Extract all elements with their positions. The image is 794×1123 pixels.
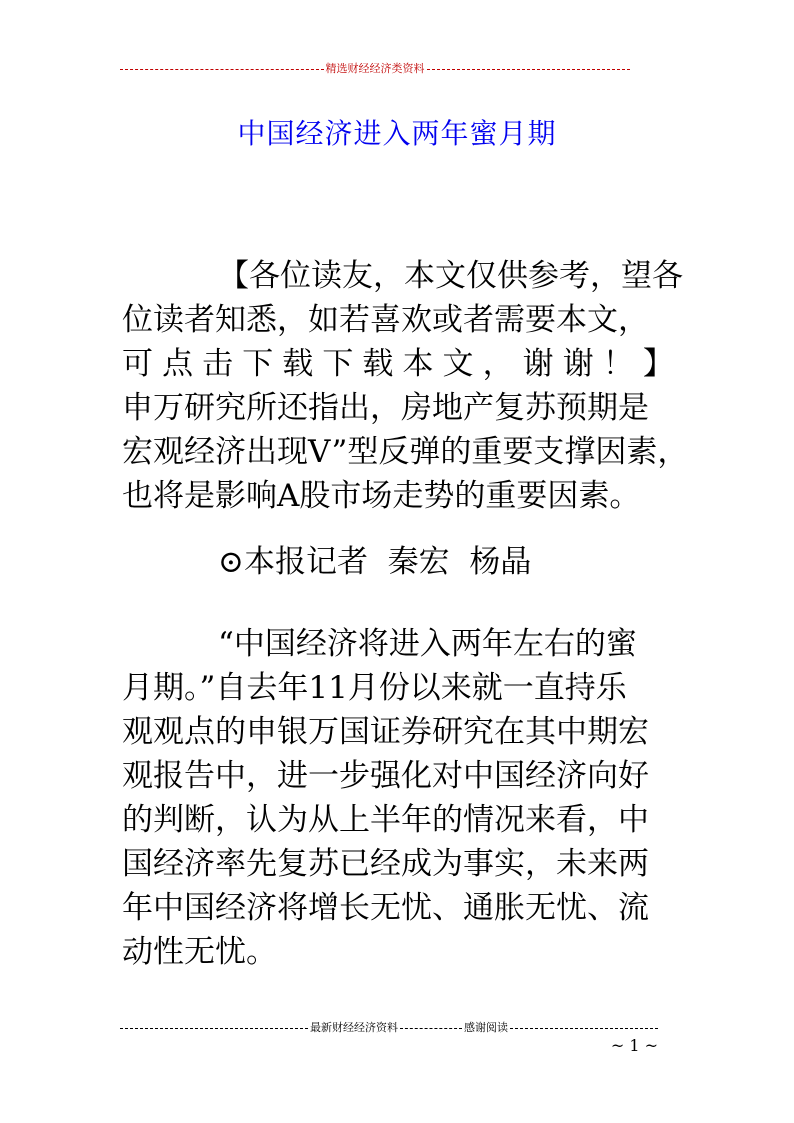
article-line: 月期。”自去年11月份以来就一直持乐 (122, 670, 627, 706)
intro-char: 下 (242, 346, 274, 382)
intro-char: 下 (322, 346, 354, 382)
article-line: 的判断，认为从上半年的情况来看，中 (122, 802, 649, 838)
intro-char: 点 (162, 346, 194, 382)
page-number: ~ 1 ~ (610, 1036, 658, 1055)
intro-char: 文 (442, 346, 474, 382)
footer-rule (120, 1019, 658, 1035)
footer-dash-left (120, 1028, 308, 1029)
header-rule (120, 60, 630, 76)
article-line: 国经济率先复苏已经成为事实，未来两 (122, 846, 649, 882)
intro-char: 】 (642, 346, 674, 382)
article-line: 观报告中，进一步强化对中国经济向好 (122, 758, 649, 794)
article-line: 动性无忧。 (122, 934, 277, 970)
article-line: 观观点的申银万国证券研究在其中期宏 (122, 714, 649, 750)
intro-line-spaced (122, 342, 674, 386)
article-line: “中国经济将进入两年左右的蜜 (218, 626, 637, 662)
intro-paragraph (122, 254, 689, 518)
intro-line: 也将是影响A股市场走势的重要因素。 (122, 478, 641, 514)
footer-label-right: 感谢阅读 (464, 1021, 508, 1034)
byline-block (122, 540, 674, 584)
intro-char: 载 (282, 346, 314, 382)
intro-line: 【各位读友，本文仅供参考，望各 (218, 258, 683, 294)
footer-dash-right (510, 1028, 658, 1029)
intro-char: 谢 (522, 346, 554, 382)
intro-line: 申万研究所还指出，房地产复苏预期是 (122, 390, 649, 426)
intro-char: 本 (402, 346, 434, 382)
header-dash-left (120, 69, 324, 70)
byline: ⊙本报记者 秦宏 杨晶 (218, 544, 532, 580)
article-paragraph (122, 622, 674, 974)
footer-label-left: 最新财经经济资料 (310, 1021, 398, 1034)
intro-char: 谢 (562, 346, 594, 382)
article-line: 年中国经济将增长无忧、通胀无忧、流 (122, 890, 649, 926)
intro-line: 位读者知悉，如若喜欢或者需要本文， (122, 302, 649, 338)
header-dash-right (427, 69, 631, 70)
intro-char: 可 (122, 346, 153, 382)
intro-char: ！ (602, 346, 634, 382)
intro-char: 击 (202, 346, 234, 382)
footer-dash-middle (400, 1028, 462, 1029)
header-label: 精选财经经济类资料 (325, 62, 425, 75)
document-title: 中国经济进入两年蜜月期 (237, 117, 557, 150)
intro-line: 宏观经济出现V”型反弹的重要支撑因素， (122, 434, 689, 470)
intro-char: 载 (362, 346, 394, 382)
intro-char: ， (482, 346, 514, 382)
